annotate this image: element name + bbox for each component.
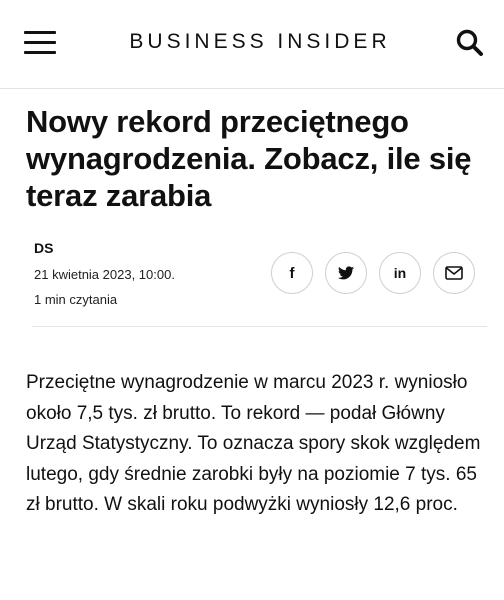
share-email-button[interactable] <box>433 252 475 294</box>
share-twitter-button[interactable] <box>325 252 367 294</box>
share-facebook-button[interactable] <box>271 252 313 294</box>
facebook-icon: f <box>289 264 295 282</box>
divider <box>32 326 487 327</box>
article-title: Nowy rekord przeciętnego wynagrodzenia. Zobacz, ile się teraz zarabia <box>26 104 472 213</box>
email-icon <box>445 266 463 280</box>
share-linkedin-button[interactable] <box>379 252 421 294</box>
author-name[interactable]: DS <box>34 240 54 256</box>
article-lead: Przeciętne wynagrodzenie w marcu 2023 r. wyniosło około 7,5 tys. zł brutto. To rekord — podał Główny Urząd Statystyczny. To oznacza spory skok względem lutego, gdy średnie zarobki były na poziomie 7 tys. 65 zł brutto. W skali roku podwyżki wyniosły 12,6 proc. <box>26 372 481 515</box>
hamburger-menu-icon[interactable] <box>24 31 56 55</box>
menu-line <box>24 51 56 54</box>
twitter-icon <box>338 266 354 280</box>
search-icon[interactable] <box>455 28 485 58</box>
menu-line <box>24 41 56 44</box>
linkedin-icon: in <box>393 265 407 281</box>
site-header <box>0 0 504 89</box>
read-time: 1 min czytania <box>34 292 118 307</box>
publish-date: 21 kwietnia 2023, 10:00. <box>34 267 175 282</box>
site-logo[interactable]: BUSINESS INSIDER <box>129 30 391 53</box>
menu-line <box>24 31 56 34</box>
